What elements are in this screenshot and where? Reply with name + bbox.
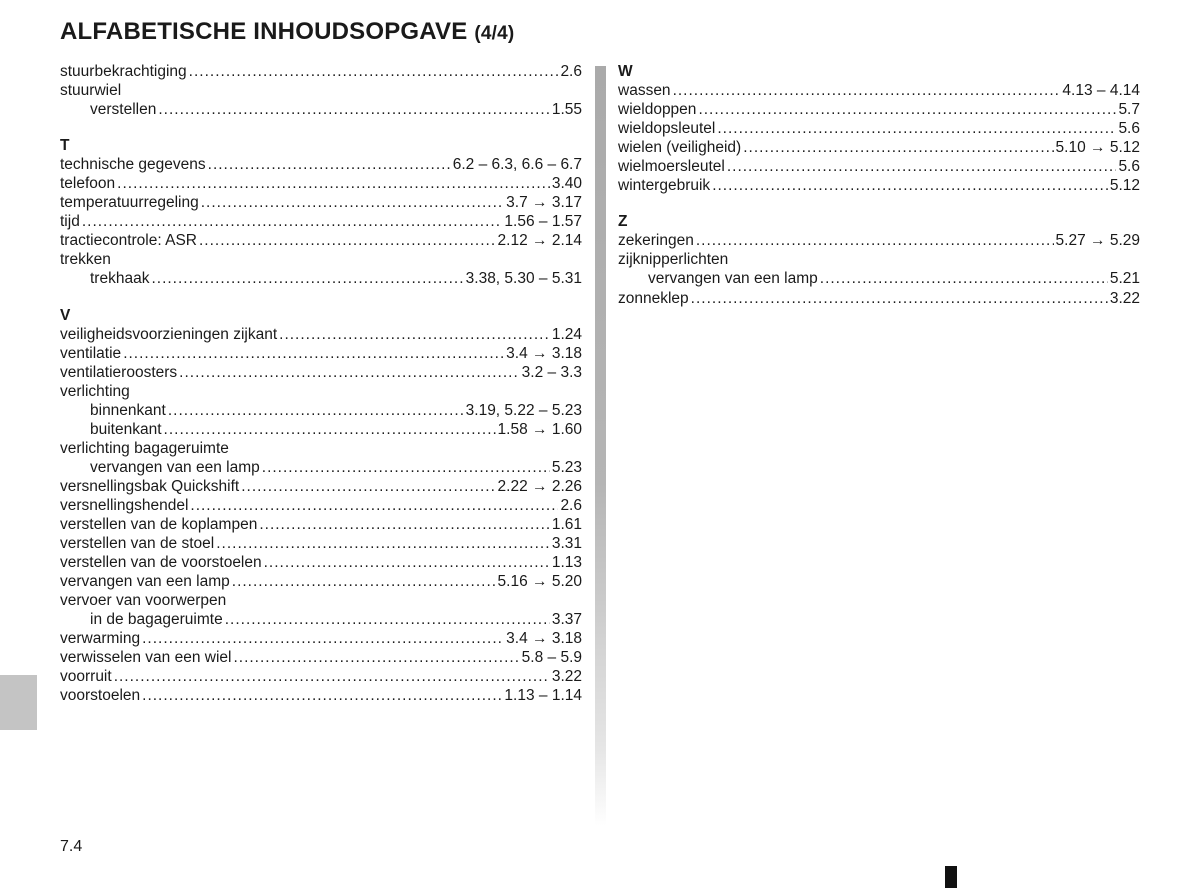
dot-leader (259, 515, 550, 534)
index-term: wintergebruik (618, 177, 711, 195)
page-reference: 1.58 → 1.60 (497, 420, 582, 438)
index-term: voorruit (60, 668, 112, 686)
index-entry (618, 176, 1140, 195)
dot-leader (142, 686, 502, 705)
index-term: veiligheidsvoorzieningen zijkant (60, 325, 278, 343)
dot-leader (820, 269, 1108, 288)
index-entry (60, 648, 582, 667)
index-subentry (60, 100, 582, 119)
index-entry (60, 629, 582, 648)
index-term: trekhaak (90, 270, 150, 288)
page-reference: 3.40 (551, 175, 582, 193)
dot-leader (279, 325, 550, 344)
page-reference: 1.13 (551, 554, 582, 572)
index-entry (60, 515, 582, 534)
index-term: V (60, 306, 71, 324)
index-spacer (60, 289, 582, 306)
index-term: W (618, 63, 633, 80)
page-reference: 4.13 – 4.14 (1062, 82, 1140, 100)
page-reference: 2.12 → 2.14 (497, 232, 582, 250)
dot-leader (717, 119, 1116, 138)
page-reference: 5.10 → 5.12 (1055, 139, 1140, 157)
index-entry (618, 289, 1140, 308)
index-spacer (60, 119, 582, 136)
index-term: tijd (60, 213, 80, 231)
index-entry (60, 686, 582, 705)
page-reference: 3.31 (551, 535, 582, 553)
title-part: (4/4) (474, 23, 515, 44)
index-term: wieldopsleutel (618, 120, 716, 138)
dot-leader (164, 420, 496, 439)
index-letter-heading (60, 306, 582, 325)
index-entry (618, 81, 1140, 100)
index-entry (618, 250, 1140, 269)
index-term: wieldoppen (618, 101, 697, 119)
index-entry (60, 81, 582, 100)
page-reference: 5.6 (1118, 158, 1140, 176)
page-title (60, 18, 514, 46)
page-reference: 5.16 → 5.20 (497, 573, 582, 591)
page-reference: 6.2 – 6.3, 6.6 – 6.7 (452, 156, 582, 174)
dot-leader (158, 100, 549, 119)
page-reference: 1.55 (551, 101, 582, 119)
index-entry (618, 157, 1140, 176)
dot-leader (727, 157, 1117, 176)
index-entry (60, 591, 582, 610)
index-subentry (60, 269, 582, 288)
index-term: technische gegevens (60, 156, 206, 174)
dot-leader (696, 231, 1054, 250)
index-entry (60, 477, 582, 496)
index-term: tractiecontrole: ASR (60, 232, 197, 250)
index-term: ventilatieroosters (60, 363, 178, 381)
chapter-tab (0, 675, 37, 730)
page-reference: 3.4 → 3.18 (506, 630, 582, 648)
index-term: vervoer van voorwerpen (60, 592, 227, 610)
page-reference: 3.22 (1109, 289, 1140, 307)
index-term: verlichting (60, 382, 130, 400)
index-term: verstellen (90, 101, 157, 119)
dot-leader (117, 174, 550, 193)
page-reference: 3.7 → 3.17 (506, 194, 582, 212)
index-term: zonneklep (618, 289, 689, 307)
page-reference: 2.22 → 2.26 (497, 477, 582, 495)
index-entry (60, 572, 582, 591)
dot-leader (201, 193, 504, 212)
dot-leader (233, 648, 519, 667)
index-entry (60, 193, 582, 212)
dot-leader (189, 62, 559, 81)
page-reference: 3.4 → 3.18 (506, 344, 582, 362)
index-entry (618, 119, 1140, 138)
page-reference: 1.61 (551, 516, 582, 534)
index-term: zijknipperlichten (618, 251, 729, 269)
index-entry (60, 363, 582, 382)
index-term: verstellen van de voorstoelen (60, 554, 262, 572)
index-entry (60, 534, 582, 553)
index-subentry (60, 420, 582, 439)
index-entry (60, 174, 582, 193)
index-subentry (60, 458, 582, 477)
page-reference: 1.56 – 1.57 (504, 213, 582, 231)
dot-leader (151, 269, 463, 288)
index-term: temperatuurregeling (60, 194, 199, 212)
index-entry (60, 553, 582, 572)
index-term: verwisselen van een wiel (60, 649, 232, 667)
index-entry (60, 325, 582, 344)
dot-leader (743, 138, 1053, 157)
dot-leader (179, 363, 520, 382)
page-reference: 5.6 (1118, 120, 1140, 138)
dot-leader (241, 477, 495, 496)
dot-leader (82, 212, 503, 231)
dot-leader (225, 610, 550, 629)
page-corner-mark (945, 866, 957, 888)
index-entry (60, 155, 582, 174)
page-reference: 2.6 (560, 63, 582, 80)
index-entry (60, 496, 582, 515)
index-term: stuurwiel (60, 82, 122, 100)
column-divider (595, 66, 606, 826)
index-term: trekken (60, 251, 111, 269)
index-column-right (618, 62, 1140, 308)
dot-leader (232, 572, 496, 591)
index-subentry (60, 610, 582, 629)
dot-leader (216, 534, 550, 553)
page-reference: 5.27 → 5.29 (1055, 232, 1140, 250)
index-entry (60, 667, 582, 686)
page-reference: 3.2 – 3.3 (521, 363, 582, 381)
index-term: vervangen van een lamp (90, 458, 260, 476)
page-reference: 5.8 – 5.9 (521, 649, 582, 667)
page-reference: 5.12 (1109, 177, 1140, 195)
index-entry (60, 439, 582, 458)
index-spacer (618, 195, 1140, 212)
index-subentry (618, 269, 1140, 288)
index-entry (60, 212, 582, 231)
index-entry (60, 62, 582, 81)
index-term: buitenkant (90, 420, 162, 438)
page-reference: 3.38, 5.30 – 5.31 (465, 270, 582, 288)
page-reference: 1.24 (551, 325, 582, 343)
index-term: ventilatie (60, 344, 122, 362)
dot-leader (208, 155, 451, 174)
page-reference: 3.19, 5.22 – 5.23 (465, 401, 582, 419)
page-reference: 3.37 (551, 611, 582, 629)
dot-leader (262, 458, 550, 477)
dot-leader (712, 176, 1108, 195)
index-letter-heading (60, 136, 582, 155)
index-subentry (60, 401, 582, 420)
page-reference: 3.22 (551, 668, 582, 686)
index-term: T (60, 137, 70, 155)
index-term: voorstoelen (60, 687, 141, 705)
index-term: versnellingshendel (60, 496, 189, 514)
dot-leader (123, 344, 504, 363)
index-term: verstellen van de koplampen (60, 516, 258, 534)
index-term: versnellingsbak Quickshift (60, 477, 240, 495)
dot-leader (691, 289, 1108, 308)
index-entry (618, 138, 1140, 157)
dot-leader (199, 231, 496, 250)
dot-leader (190, 496, 558, 515)
index-term: verlichting bagageruimte (60, 439, 229, 457)
index-letter-heading (618, 62, 1140, 81)
index-term: wielmoersleutel (618, 158, 725, 176)
index-entry (60, 231, 582, 250)
index-term: wassen (618, 82, 671, 100)
page-reference: 1.13 – 1.14 (504, 687, 582, 705)
index-term: zekeringen (618, 232, 694, 250)
page-reference: 5.21 (1109, 270, 1140, 288)
dot-leader (673, 81, 1061, 100)
index-entry (60, 382, 582, 401)
index-term: verstellen van de stoel (60, 535, 215, 553)
page-reference: 2.6 (560, 496, 582, 514)
index-column-left (60, 62, 582, 706)
index-term: binnenkant (90, 401, 166, 419)
index-letter-heading (618, 212, 1140, 231)
index-term: telefoon (60, 175, 116, 193)
dot-leader (264, 553, 550, 572)
page-number: 7.4 (60, 838, 83, 855)
dot-leader (142, 629, 504, 648)
index-term: in de bagageruimte (90, 611, 223, 629)
index-entry (60, 344, 582, 363)
index-term: wielen (veiligheid) (618, 139, 742, 157)
index-term: Z (618, 213, 628, 231)
index-entry (618, 100, 1140, 119)
index-term: vervangen van een lamp (648, 270, 818, 288)
index-entry (60, 250, 582, 269)
index-term: verwarming (60, 630, 141, 648)
dot-leader (168, 401, 464, 420)
index-term: vervangen van een lamp (60, 573, 230, 591)
dot-leader (698, 100, 1116, 119)
title-text: ALFABETISCHE INHOUDSOPGAVE (60, 18, 468, 45)
page-reference: 5.7 (1118, 101, 1140, 119)
page-reference: 5.23 (551, 458, 582, 476)
index-term: stuurbekrachtiging (60, 63, 187, 80)
dot-leader (114, 667, 550, 686)
index-entry (618, 231, 1140, 250)
